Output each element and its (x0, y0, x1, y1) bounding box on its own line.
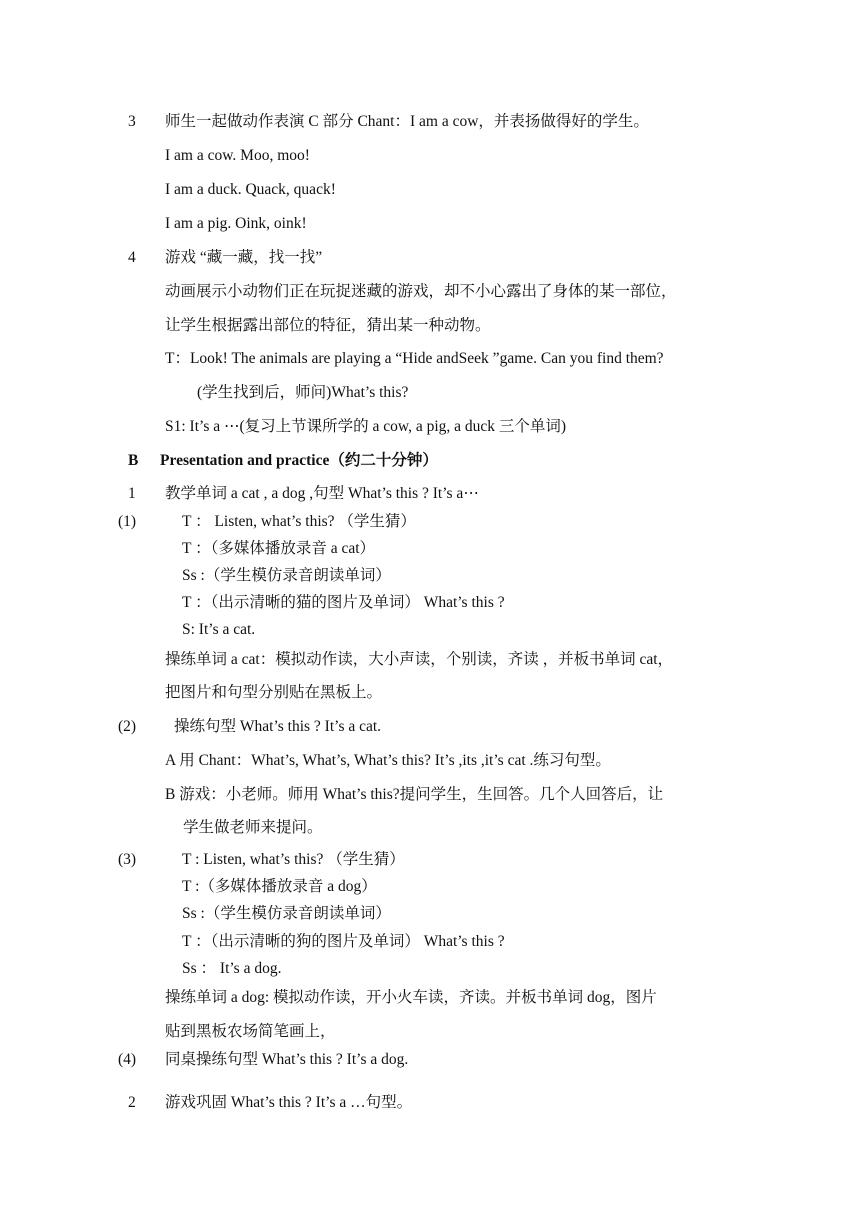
sub-step-number: (4) (118, 1051, 137, 1068)
sub-step-number: (1) (118, 513, 137, 530)
step-number: 2 (128, 1094, 136, 1111)
dialogue-line: T ： Listen, what’s this? （学生猜） (182, 513, 416, 530)
practice-line-2: 贴到黑板农场简笔画上， (165, 1023, 336, 1040)
dialogue-line: T ：（出示清晰的猫的图片及单词） What’s this ? (182, 594, 505, 611)
sub-step-number: (3) (118, 851, 137, 868)
dialogue-line: T :（多媒体播放录音 a dog） (182, 878, 377, 895)
step-number: 3 (128, 113, 136, 130)
dialogue-line: Ss :（学生模仿录音朗读单词） (182, 905, 391, 922)
chant-line-pig: I am a pig. Oink, oink! (165, 215, 307, 232)
game-description-line-1: 动画展示小动物们正在玩捉迷藏的游戏，却不小心露出了身体的某一部位， (165, 283, 677, 300)
activity-b-line-2: 学生做老师来提问。 (183, 819, 323, 836)
step-1-text: 教学单词 a cat , a dog ,句型 What’s this ? It’s a⋯ (165, 485, 479, 502)
step-3-text: 师生一起做动作表演 C 部分 Chant：I am a cow，并表扬做得好的学生。 (165, 113, 649, 130)
step-number: 1 (128, 485, 136, 502)
teacher-line-look: T：Look! The animals are playing a “Hide andSeek ”game. Can you find them? (165, 350, 664, 367)
student-answer-line: S1: It’s a ⋯(复习上节课所学的 a cow, a pig, a duck 三个单词) (165, 418, 567, 435)
chant-line-cow: I am a cow. Moo, moo! (165, 147, 310, 164)
activity-b-line-1: B 游戏：小老师。师用 What’s this?提问学生，生回答。几个人回答后，让 (165, 786, 664, 803)
dialogue-line: Ss :（学生模仿录音朗读单词） (182, 567, 391, 584)
step-number: 4 (128, 249, 136, 266)
dialogue-line: S: It’s a cat. (182, 621, 256, 638)
section-letter: B (128, 452, 139, 469)
step-4-title: 游戏 “藏一藏，找一找” (165, 249, 323, 266)
game-description-line-2: 让学生根据露出部位的特征，猜出某一种动物。 (165, 317, 491, 334)
teacher-question: (学生找到后，师问)What’s this? (197, 384, 409, 401)
section-heading: Presentation and practice（约二十分钟） (160, 452, 438, 469)
practice-line-1: 操练单词 a cat：模拟动作读，大小声读，个别读，齐读 ，并板书单词 cat， (165, 651, 674, 668)
step-2-text: 游戏巩固 What’s this ? It’s a …句型。 (165, 1094, 413, 1111)
practice-line-1: 操练单词 a dog: 模拟动作读，开小火车读，齐读。并板书单词 dog，图片 (165, 989, 657, 1006)
chant-line-duck: I am a duck. Quack, quack! (165, 181, 336, 198)
sub-step-2-text: 操练句型 What’s this ? It’s a cat. (174, 718, 382, 735)
sub-step-number: (2) (118, 718, 137, 735)
dialogue-line: Ss ： It’s a dog. (182, 960, 282, 977)
practice-line-2: 把图片和句型分别贴在黑板上。 (165, 684, 383, 701)
sub-step-4-text: 同桌操练句型 What’s this ? It’s a dog. (165, 1051, 409, 1068)
dialogue-line: T ：（多媒体播放录音 a cat） (182, 540, 376, 557)
dialogue-line: T : Listen, what’s this? （学生猜） (182, 851, 405, 868)
activity-a-line: A 用 Chant：What’s, What’s, What’s this? It’s ,its ,it’s cat .练习句型。 (165, 752, 611, 769)
dialogue-line: T ：（出示清晰的狗的图片及单词） What’s this ? (182, 933, 505, 950)
